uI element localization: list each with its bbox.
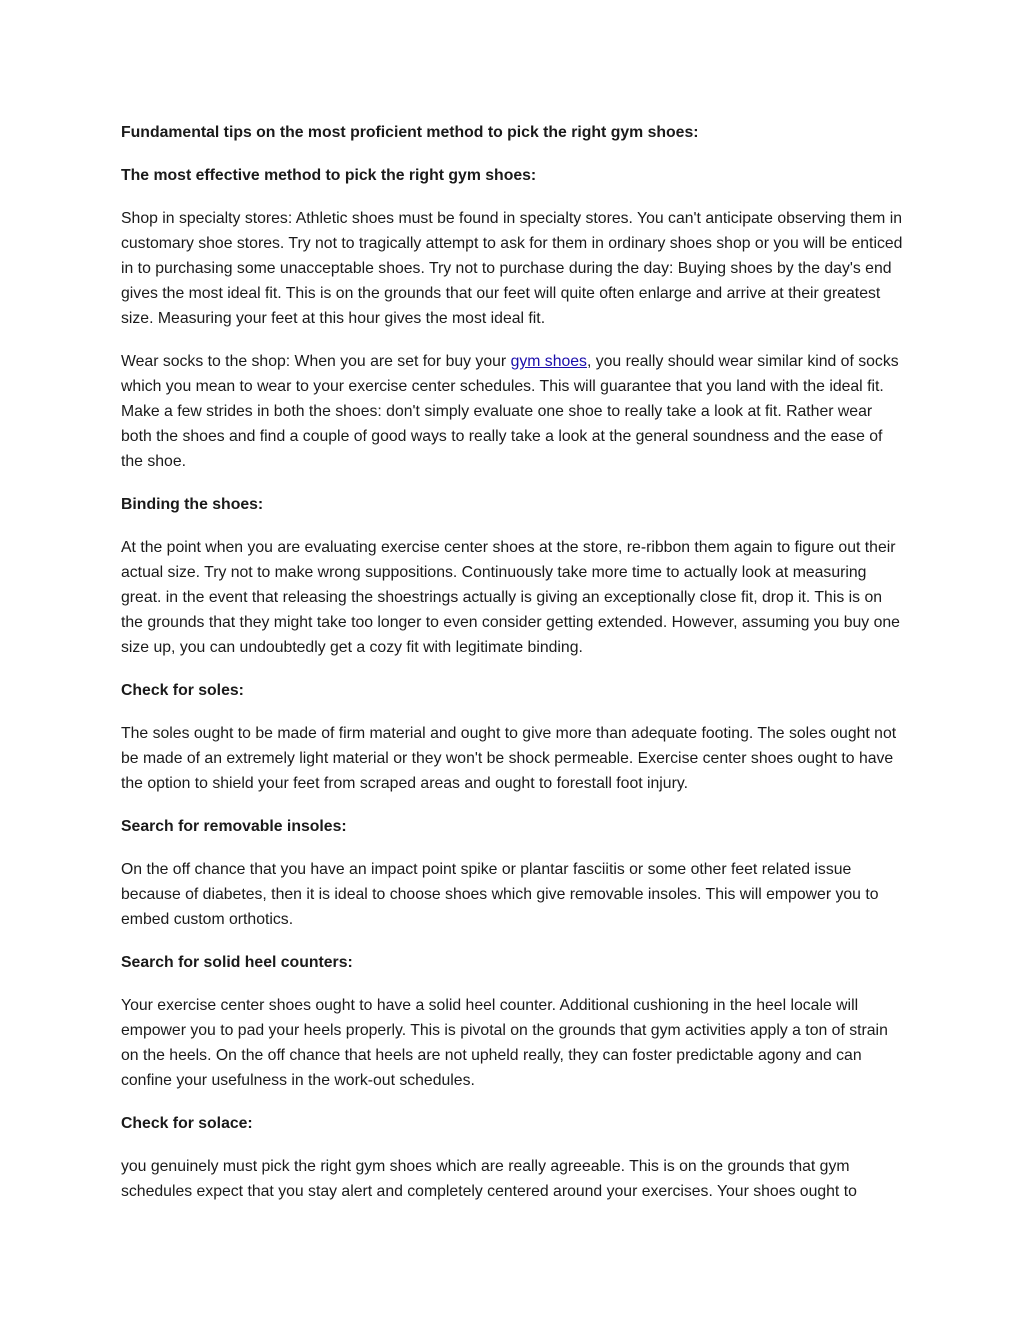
heading-soles: Check for soles: xyxy=(121,682,244,699)
paragraph-specialty-stores: Shop in specialty stores: Athletic shoes must be found in specialty stores. You can't anticipate observing them in customary shoe stores. Try not to tragically attempt to ask for them in ordinary shoes shop or you will be enticed in to purchasing some unacceptable shoes. Try not to purchase during the day: Buying shoes by the day's end gives the most ideal fit. This is on the grounds that our feet will quite often enlarge and arrive at their greatest size. Measuring your feet at this hour gives the most ideal fit. xyxy=(121,210,903,327)
heading-heel-counters: Search for solid heel counters: xyxy=(121,954,353,971)
heading-binding: Binding the shoes: xyxy=(121,496,264,513)
paragraph-text: Wear socks to the shop: When you are set for buy your xyxy=(121,353,511,370)
paragraph-text: , you really should wear similar kind of socks which you mean to wear to your exercise center schedules. This will guarantee that you land with the ideal fit. Make a few strides in both the shoes: don't simply evaluate one shoe to really take a look at fit. Rather wear both the shoes and find a couple of good ways to really take a look at the general soundness and the ease of the shoe. xyxy=(121,353,899,470)
heading-solace: Check for solace: xyxy=(121,1115,253,1132)
document-subtitle: The most effective method to pick the right gym shoes: xyxy=(121,167,537,184)
paragraph-heel-counters: Your exercise center shoes ought to have a solid heel counter. Additional cushioning in the heel locale will empower you to pad your heels properly. This is pivotal on the grounds that gym activities apply a ton of strain on the heels. On the off chance that heels are not upheld really, they can foster predictable agony and can confine your usefulness in the work-out schedules. xyxy=(121,997,888,1089)
paragraph-wear-socks xyxy=(121,349,907,474)
paragraph-binding: At the point when you are evaluating exercise center shoes at the store, re-ribbon them again to figure out their actual size. Try not to make wrong suppositions. Continuously take more time to actually look at measuring great. in the event that releasing the shoestrings actually is giving an exceptionally close fit, drop it. This is on the grounds that they might take too longer to even consider getting extended. However, assuming you buy one size up, you can undoubtedly get a cozy fit with legitimate binding. xyxy=(121,539,900,656)
heading-insoles: Search for removable insoles: xyxy=(121,818,347,835)
gym-shoes-link[interactable]: gym shoes xyxy=(510,353,587,370)
paragraph-soles: The soles ought to be made of firm material and ought to give more than adequate footing. The soles ought not be made of an extremely light material or they won't be shock permeable. Exercise center shoes ought to have the option to shield your feet from scraped areas and ought to forestall foot injury. xyxy=(121,725,897,792)
document-page xyxy=(121,120,907,1222)
document-title: Fundamental tips on the most proficient method to pick the right gym shoes: xyxy=(121,124,699,141)
paragraph-insoles: On the off chance that you have an impact point spike or plantar fasciitis or some other feet related issue because of diabetes, then it is ideal to choose shoes which give removable insoles. This will empower you to embed custom orthotics. xyxy=(121,861,879,928)
paragraph-solace: you genuinely must pick the right gym shoes which are really agreeable. This is on the grounds that gym schedules expect that you stay alert and completely centered around your exercises. Your shoes ought to xyxy=(121,1158,857,1200)
